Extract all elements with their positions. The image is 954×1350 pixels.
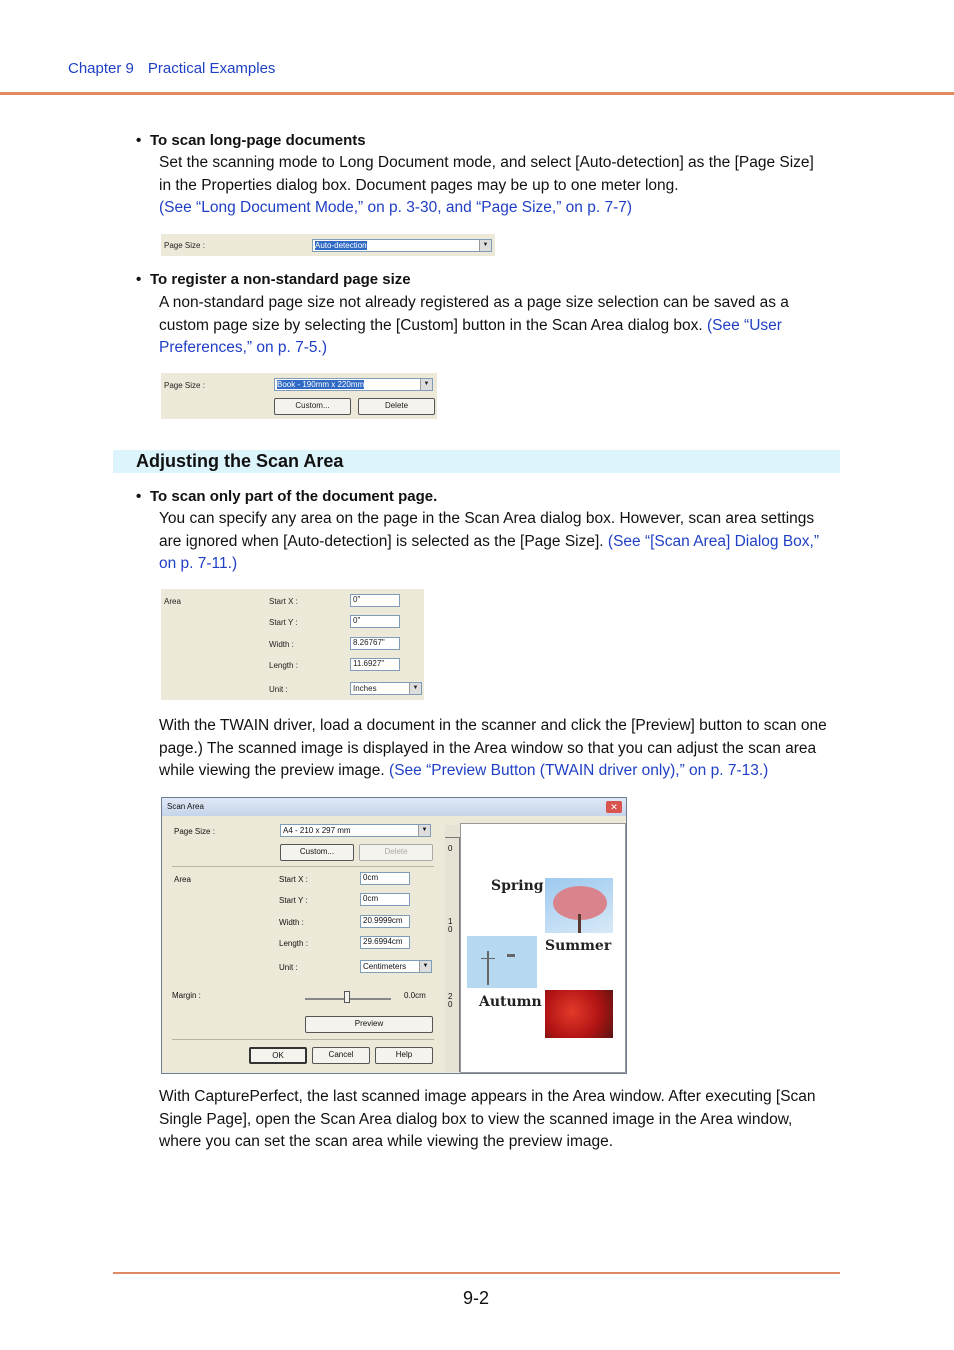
unit-select[interactable]: Centimeters ▼ <box>360 960 432 973</box>
margin-label: Margin : <box>172 991 201 1000</box>
length-label: Length : <box>269 661 298 670</box>
link-user-preferences[interactable]: (See “User <box>707 316 782 334</box>
ruler-tick-label: 1 0 <box>448 917 453 934</box>
page-number: 9-2 <box>463 1288 490 1308</box>
running-header <box>68 60 289 77</box>
help-button[interactable]: Help <box>375 1047 433 1064</box>
link-scan-area-dialog[interactable]: (See “[Scan Area] Dialog Box,” <box>607 532 819 550</box>
autumn-photo <box>545 990 613 1038</box>
link-preview-button[interactable]: (See “Preview Button (TWAIN driver only),” on p. 7-13.) <box>389 762 769 779</box>
length-field[interactable]: 11.6927" <box>350 658 400 671</box>
ruler-tick-label: 0 <box>448 844 453 853</box>
page-size-label: Page Size : <box>174 827 215 836</box>
start-x-label: Start X : <box>269 597 298 606</box>
page-size-dialog-1 <box>161 234 495 256</box>
chevron-down-icon: ▼ <box>409 683 421 694</box>
start-x-label: Start X : <box>279 875 308 884</box>
summer-photo <box>467 936 537 988</box>
word-summer: Summer <box>545 938 612 954</box>
page-size-select[interactable]: A4 - 210 x 297 mm ▼ <box>280 824 431 837</box>
ruler-tick-label: 2 0 <box>448 992 453 1009</box>
non-standard-text: A non-standard page size not already registered as a page size selection can be saved as a custom page size by selecting the [Custom] button in the Scan Area dialog box. (See “User Preferences,” on p. 7-5.) <box>159 292 839 360</box>
page-size-select[interactable]: Auto-detection ▼ <box>312 239 492 252</box>
bullet-long-page: • To scan long-page documents <box>136 132 366 149</box>
start-y-field[interactable]: 0cm <box>360 893 410 906</box>
start-x-field[interactable]: 0" <box>350 594 400 607</box>
margin-slider-handle[interactable] <box>344 991 350 1003</box>
chevron-down-icon: ▼ <box>418 825 430 836</box>
close-icon[interactable]: ✕ <box>606 801 622 813</box>
start-y-label: Start Y : <box>269 618 298 627</box>
chevron-down-icon: ▼ <box>419 961 431 972</box>
link-scan-area-dialog-cont[interactable]: on p. 7-11.) <box>159 555 238 572</box>
custom-button[interactable]: Custom... <box>280 844 354 861</box>
page-size-label: Page Size : <box>164 241 205 250</box>
delete-button[interactable]: Delete <box>358 398 435 415</box>
chevron-down-icon: ▼ <box>479 240 491 251</box>
margin-value: 0.0cm <box>404 991 426 1000</box>
chapter-title: Practical Examples <box>147 60 276 77</box>
scan-area-window <box>161 797 627 1074</box>
width-field[interactable]: 8.26767" <box>350 637 400 650</box>
window-title-bar <box>162 798 626 816</box>
link-user-preferences-cont[interactable]: Preferences,” on p. 7-5.) <box>159 339 327 356</box>
start-y-field[interactable]: 0" <box>350 615 400 628</box>
width-field[interactable]: 20.9999cm <box>360 915 410 928</box>
long-page-text: Set the scanning mode to Long Document mode, and select [Auto-detection] as the [Page Size] in the Properties dialog box. Document pages may be up to one meter long. (See “Long Document Mode,” on p. 3-30, and “Page Size,” on p. 7-7) <box>159 152 839 220</box>
section-heading: Adjusting the Scan Area <box>113 450 840 473</box>
length-field[interactable]: 29.6994cm <box>360 936 410 949</box>
custom-button[interactable]: Custom... <box>274 398 351 415</box>
start-x-field[interactable]: 0cm <box>360 872 410 885</box>
width-label: Width : <box>269 640 294 649</box>
link-long-document[interactable]: (See “Long Document Mode,” on p. 3-30, and “Page Size,” on p. 7-7) <box>159 199 633 216</box>
width-label: Width : <box>279 918 304 927</box>
unit-label: Unit : <box>269 685 288 694</box>
area-label: Area <box>164 597 181 606</box>
header-rule <box>0 92 954 95</box>
window-title: Scan Area <box>167 802 204 811</box>
delete-button[interactable]: Delete <box>359 844 433 861</box>
ok-button[interactable]: OK <box>249 1047 307 1064</box>
chevron-down-icon: ▼ <box>420 379 432 390</box>
area-dialog <box>161 589 424 700</box>
start-y-label: Start Y : <box>279 896 308 905</box>
footer-rule <box>113 1272 840 1274</box>
spring-photo <box>545 878 613 933</box>
area-label: Area <box>174 875 191 884</box>
cancel-button[interactable]: Cancel <box>312 1047 370 1064</box>
word-autumn: Autumn <box>479 994 542 1010</box>
part-page-text: You can specify any area on the page in the Scan Area dialog box. However, scan area settings are ignored when [Auto-detection] is selected as the [Page Size]. (See “[Scan Area] Dialog Box,” on p. 7-11.) <box>159 508 839 576</box>
unit-select[interactable]: Inches ▼ <box>350 682 422 695</box>
page-size-label: Page Size : <box>164 381 205 390</box>
separator <box>172 866 434 867</box>
twain-text: With the TWAIN driver, load a document in the scanner and click the [Preview] button to scan one page.) The scanned image is displayed in the Area window so that you can adjust the scan area while viewing the preview image. (See “Preview Button (TWAIN driver only),” on p. 7-13.) <box>159 717 827 779</box>
preview-button[interactable]: Preview <box>305 1016 433 1033</box>
page-size-dialog-2 <box>161 373 437 419</box>
chapter-label: Chapter 9 <box>68 60 134 77</box>
length-label: Length : <box>279 939 308 948</box>
unit-label: Unit : <box>279 963 298 972</box>
bullet-non-standard: • To register a non-standard page size <box>136 271 411 288</box>
bullet-part-page: • To scan only part of the document page. <box>136 488 437 505</box>
captureperfect-text: With CapturePerfect, the last scanned image appears in the Area window. After executing [Scan Single Page], open the Scan Area dialog box to view the scanned image in the Area window, where you can set the scan area while viewing the preview image. <box>159 1088 816 1150</box>
preview-area[interactable] <box>460 823 626 1073</box>
page-size-select[interactable]: Book - 190mm x 220mm ▼ <box>274 378 433 391</box>
vertical-ruler <box>445 838 460 1072</box>
word-spring: Spring <box>491 878 544 894</box>
separator <box>172 1039 434 1040</box>
